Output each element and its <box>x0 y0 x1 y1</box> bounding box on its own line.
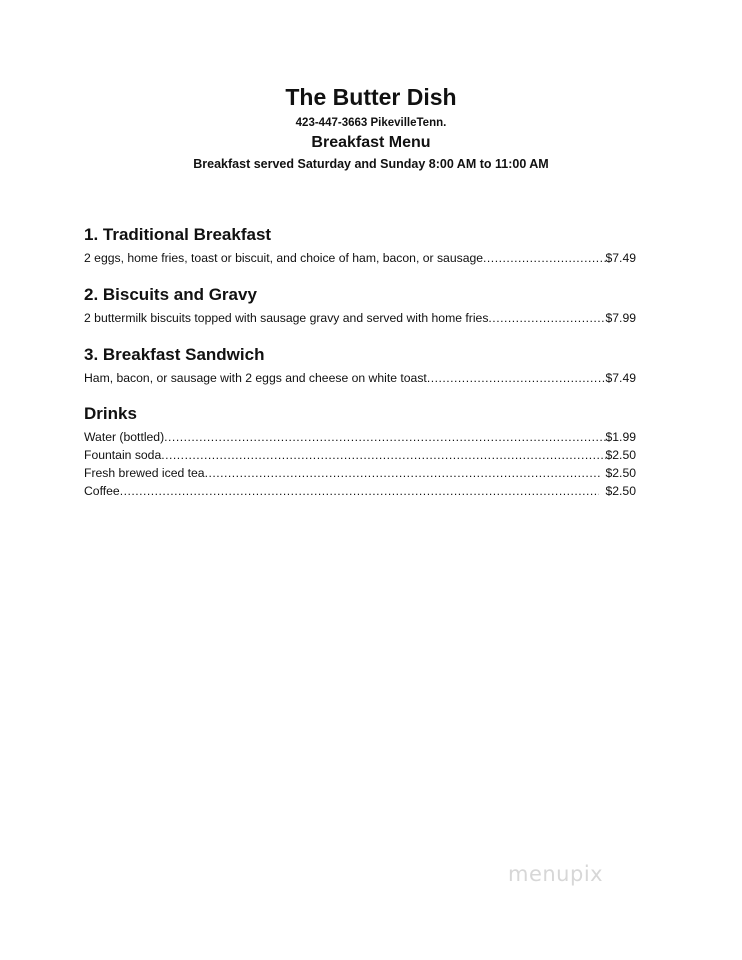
menu-item <box>84 446 636 464</box>
item-description: Fresh brewed iced tea <box>84 466 205 480</box>
section-title: Drinks <box>84 404 137 423</box>
item-description: Fountain soda <box>84 448 162 462</box>
item-price: $7.49 <box>605 371 636 385</box>
section-title: 1. Traditional Breakfast <box>84 225 272 244</box>
menupix-watermark: menupix <box>508 862 604 886</box>
item-description: Water (bottled) <box>84 430 165 444</box>
item-description: Ham, bacon, or sausage with 2 eggs and cheese on white toast <box>84 371 427 385</box>
section-breakfast-sandwich <box>84 345 636 387</box>
menu-item <box>84 482 636 500</box>
item-price: $2.50 <box>598 484 636 498</box>
leader-dots <box>488 309 605 327</box>
menu-title: Breakfast Menu <box>311 134 431 151</box>
menu-item <box>84 428 636 446</box>
item-price: $2.50 <box>602 466 636 480</box>
item-description: 2 eggs, home fries, toast or biscuit, and choice of ham, bacon, or sausage <box>84 251 484 265</box>
section-title: 3. Breakfast Sandwich <box>84 345 265 364</box>
section-drinks <box>84 404 636 500</box>
section-biscuits-and-gravy <box>84 285 636 327</box>
leader-dots <box>164 428 605 446</box>
section-traditional-breakfast <box>84 225 636 267</box>
menu-header <box>0 84 742 172</box>
leader-dots <box>120 482 599 500</box>
leader-dots <box>161 446 605 464</box>
menu-item <box>84 309 636 327</box>
menu-item <box>84 464 636 482</box>
restaurant-name: The Butter Dish <box>285 84 457 110</box>
menu-item <box>84 369 636 387</box>
phone-location: 423-447-3663 PikevilleTenn. <box>295 117 447 129</box>
section-title: 2. Biscuits and Gravy <box>84 285 257 304</box>
leader-dots <box>483 249 605 267</box>
item-price: $2.50 <box>605 448 636 462</box>
item-description: Coffee <box>84 484 120 498</box>
leader-dots <box>205 464 603 482</box>
item-price: $7.49 <box>605 251 636 265</box>
serving-hours: Breakfast served Saturday and Sunday 8:00 AM to 11:00 AM <box>193 157 549 171</box>
leader-dots <box>427 369 606 387</box>
item-description: 2 buttermilk biscuits topped with sausage gravy and served with home fries <box>84 311 489 325</box>
item-price: $1.99 <box>605 430 636 444</box>
item-price: $7.99 <box>605 311 636 325</box>
menu-item <box>84 249 636 267</box>
